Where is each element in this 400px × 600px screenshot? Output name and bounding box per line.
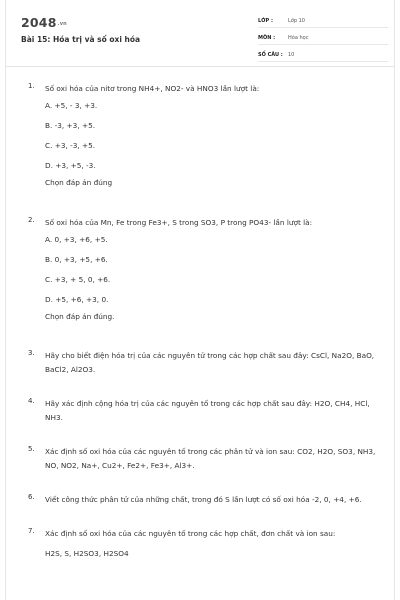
question-subjects: H2S, S, H2SO3, H2SO4: [45, 549, 129, 558]
answer-option[interactable]: A. 0, +3, +6, +5.: [45, 235, 108, 244]
meta-row-count: [258, 48, 388, 62]
worksheet-header: [6, 0, 394, 67]
answer-option[interactable]: B. 0, +3, +5, +6.: [45, 255, 108, 264]
question-text: Số oxi hóa của nitơ trong NH4+, NO2- và HNO3 lần lượt là:: [45, 84, 260, 93]
meta-value: Lớp 10: [288, 17, 305, 24]
question-text: Hãy xác định cộng hóa trị của các nguyên tố trong các hợp chất sau đây: H2O, CH4, HCl, NH3.: [45, 399, 370, 422]
meta-label: SỐ CÂU :: [258, 51, 283, 58]
question-text: Hãy cho biết điện hóa trị của các nguyên tử trong các hợp chất sau đây: CsCl, Na2O, BaO, BaCl2, Al2O3.: [45, 351, 375, 374]
lesson-title: Bài 15: Hóa trị và số oxi hóa: [21, 35, 141, 44]
question-number: 5.: [28, 445, 35, 453]
question-7: [20, 527, 394, 561]
meta-label: MÔN :: [258, 34, 276, 41]
site-logo[interactable]: [21, 15, 67, 30]
answer-option[interactable]: D. +5, +6, +3, 0.: [45, 295, 109, 304]
question-number: 7.: [28, 527, 35, 535]
answer-option[interactable]: C. +3, + 5, 0, +6.: [45, 275, 111, 284]
meta-label: LỚP :: [258, 17, 273, 24]
answer-option[interactable]: A. +5, - 3, +3.: [45, 101, 98, 110]
question-number: 3.: [28, 349, 35, 357]
question-1: [20, 82, 394, 190]
meta-row-class: [258, 14, 388, 28]
choose-instruction: Chọn đáp án đúng.: [45, 312, 115, 321]
question-number: 1.: [28, 82, 35, 90]
question-text: Xác định số oxi hóa của các nguyên tố trong các hợp chất, đơn chất và ion sau:: [45, 529, 336, 538]
choose-instruction: Chọn đáp án đúng: [45, 178, 113, 187]
question-text: Xác định số oxi hóa của các nguyên tố trong các phân tử và ion sau: CO2, H2O, SO3, NH3, NO, NO2, Na+, Cu2+, Fe2+, Fe3+, Al3+.: [45, 447, 376, 470]
lesson-meta: [258, 14, 388, 65]
meta-value: 10: [288, 51, 295, 58]
question-text: Số oxi hóa của Mn, Fe trong Fe3+, S trong SO3, P trong PO43- lần lượt là:: [45, 218, 313, 227]
question-number: 2.: [28, 216, 35, 224]
question-5: [20, 445, 394, 473]
answer-option[interactable]: D. +3, +5, -3.: [45, 161, 96, 170]
meta-row-subject: [258, 31, 388, 45]
question-6: [20, 493, 394, 507]
answer-option[interactable]: C. +3, -3, +5.: [45, 141, 96, 150]
logo-suffix: .vn: [57, 20, 67, 27]
question-list: [6, 82, 394, 561]
question-number: 6.: [28, 493, 35, 501]
question-text: Viết công thức phân tử của những chất, trong đó S lần lượt có số oxi hóa -2, 0, +4, +6.: [45, 495, 362, 504]
worksheet-page: [5, 0, 395, 600]
meta-value: Hóa học: [288, 34, 309, 41]
question-number: 4.: [28, 397, 35, 405]
question-3: [20, 349, 394, 377]
answer-option[interactable]: B. -3, +3, +5.: [45, 121, 96, 130]
logo-text: 2048: [21, 15, 57, 30]
question-4: [20, 397, 394, 425]
question-2: [20, 216, 394, 324]
